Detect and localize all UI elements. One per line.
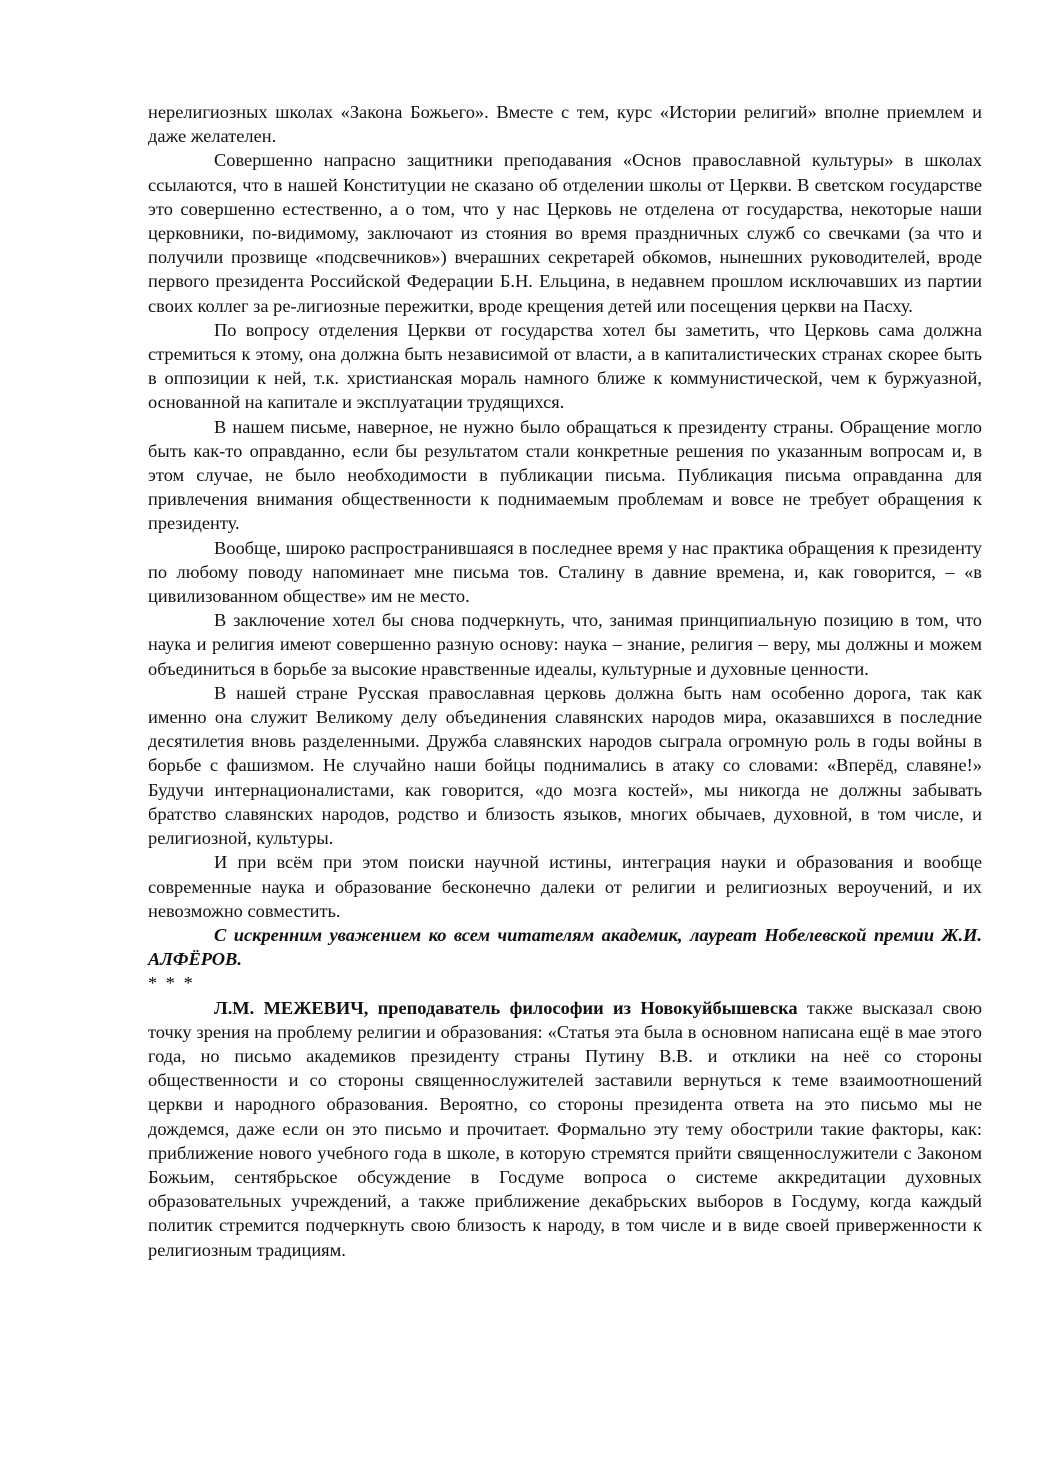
paragraph-7: В нашей стране Русская православная церковь должна быть нам особенно дорога, так как именно она служит Великому делу объединения славянских народов мира, оказавшихся в последние десятилетия вновь разделенными. Дружба славянских народов сыграла огромную роль в годы войны в борьбе с фашизмом. Не случайно наши бойцы поднимались в атаку со словами: «Вперёд, славяне!» Будучи интернационалистами, как говорится, «до мозга костей», мы никогда не должны забывать братство славянских народов, родство и близость языков, многих обычаев, духовной, в том числе, и религиозной, культуры. [148,682,982,849]
signature: С искренним уважением ко всем читателям академик, лауреат Нобелевской премии Ж.И. АЛФЁРОВ. [148,924,982,970]
paragraph-9-text: также высказал свою точку зрения на проблему религии и образования: «Статья эта была в основном написана ещё в мае этого года, но письмо академиков президенту страны Путину В.В. и отклики на неё со стороны общественности и со стороны священнослужителей заставили вернуться к теме взаимоотношений церкви и народного образования. Вероятно, со стороны президента ответа на это письмо мы не дождемся, даже если он это письмо и прочитает. Формально эту тему обострили такие факторы, как: приближение нового учебного года в школе, в которую стремятся прийти священнослужители с Законом Божьим, сентябрьское обсуждение в Госдуме вопроса о системе аккредитации духовных образовательных учреждений, а также приближение декабрьских выборов в Госдуму, когда каждый политик стремится подчеркнуть свою близость к народу, в том числе и в виде своей приверженности к религиозным традициям. [148,997,982,1260]
paragraph-8: И при всём при этом поиски научной истины, интеграция науки и образования и вообще современные наука и образование бесконечно далеки от религии и религиозных вероучений, и их невозможно совместить. [148,852,982,921]
paragraph-3: По вопросу отделения Церкви от государства хотел бы заметить, что Церковь сама должна стремиться к этому, она должна быть независимой от власти, а в капиталистических странах скорее быть в оппозиции к ней, т.к. христианская мораль намного ближе к коммунистической, чем к буржуазной, основанной на капитале и эксплуатации трудящихся. [148,319,982,413]
paragraph-2: Совершенно напрасно защитники преподавания «Основ православной культуры» в школах ссылаются, что в нашей Конституции не сказано об отделении школы от Церкви. В светском государстве это совершенно естественно, а о том, что у нас Церковь не отделена от государства, некоторые наши церковники, по-видимому, заключают из стояния во время праздничных служб со свечками (за что и получили прозвище «подсвечников») вчерашних секретарей обкомов, нынешних руководителей, вроде первого президента Российской Федерации Б.Н. Ельцина, в недавнем прошлом исключавших из партии своих коллег за ре-лигиозные пережитки, вроде крещения детей или посещения церкви на Пасху. [148,150,982,316]
section-separator: * * * [148,973,195,994]
paragraph-5: Вообще, широко распространившаяся в последнее время у нас практика обращения к президенту по любому поводу напоминает мне письма тов. Сталину в давние времена, и, как говорится, – «в цивилизованном обществе» им не место. [148,537,982,607]
paragraph-1: нерелигиозных школах «Закона Божьего». Вместе с тем, курс «Истории религий» вполне приемлем и даже желателен. [148,102,982,147]
author-name: Л.М. МЕЖЕВИЧ, преподаватель философии из Новокуйбышевска [214,997,798,1018]
paragraph-6: В заключение хотел бы снова подчеркнуть, что, занимая принципиальную позицию в том, что наука и религия имеют совершенно разную основу: наука – знание, религия – веру, мы должны и можем объединиться в борьбе за высокие нравственные идеалы, культурные и духовные ценности. [148,610,982,679]
paragraph-9 [148,996,982,1262]
paragraph-4: В нашем письме, наверное, не нужно было обращаться к президенту страны. Обращение могло быть как-то оправданно, если бы результатом стали конкретные решения по указанным вопросам и, в этом случае, не было необходимости в публикации письма. Публикация письма оправданна для привлечения внимания общественности к поднимаемым проблемам и вовсе не требует обращения к президенту. [148,416,982,534]
document-page [148,100,982,1262]
